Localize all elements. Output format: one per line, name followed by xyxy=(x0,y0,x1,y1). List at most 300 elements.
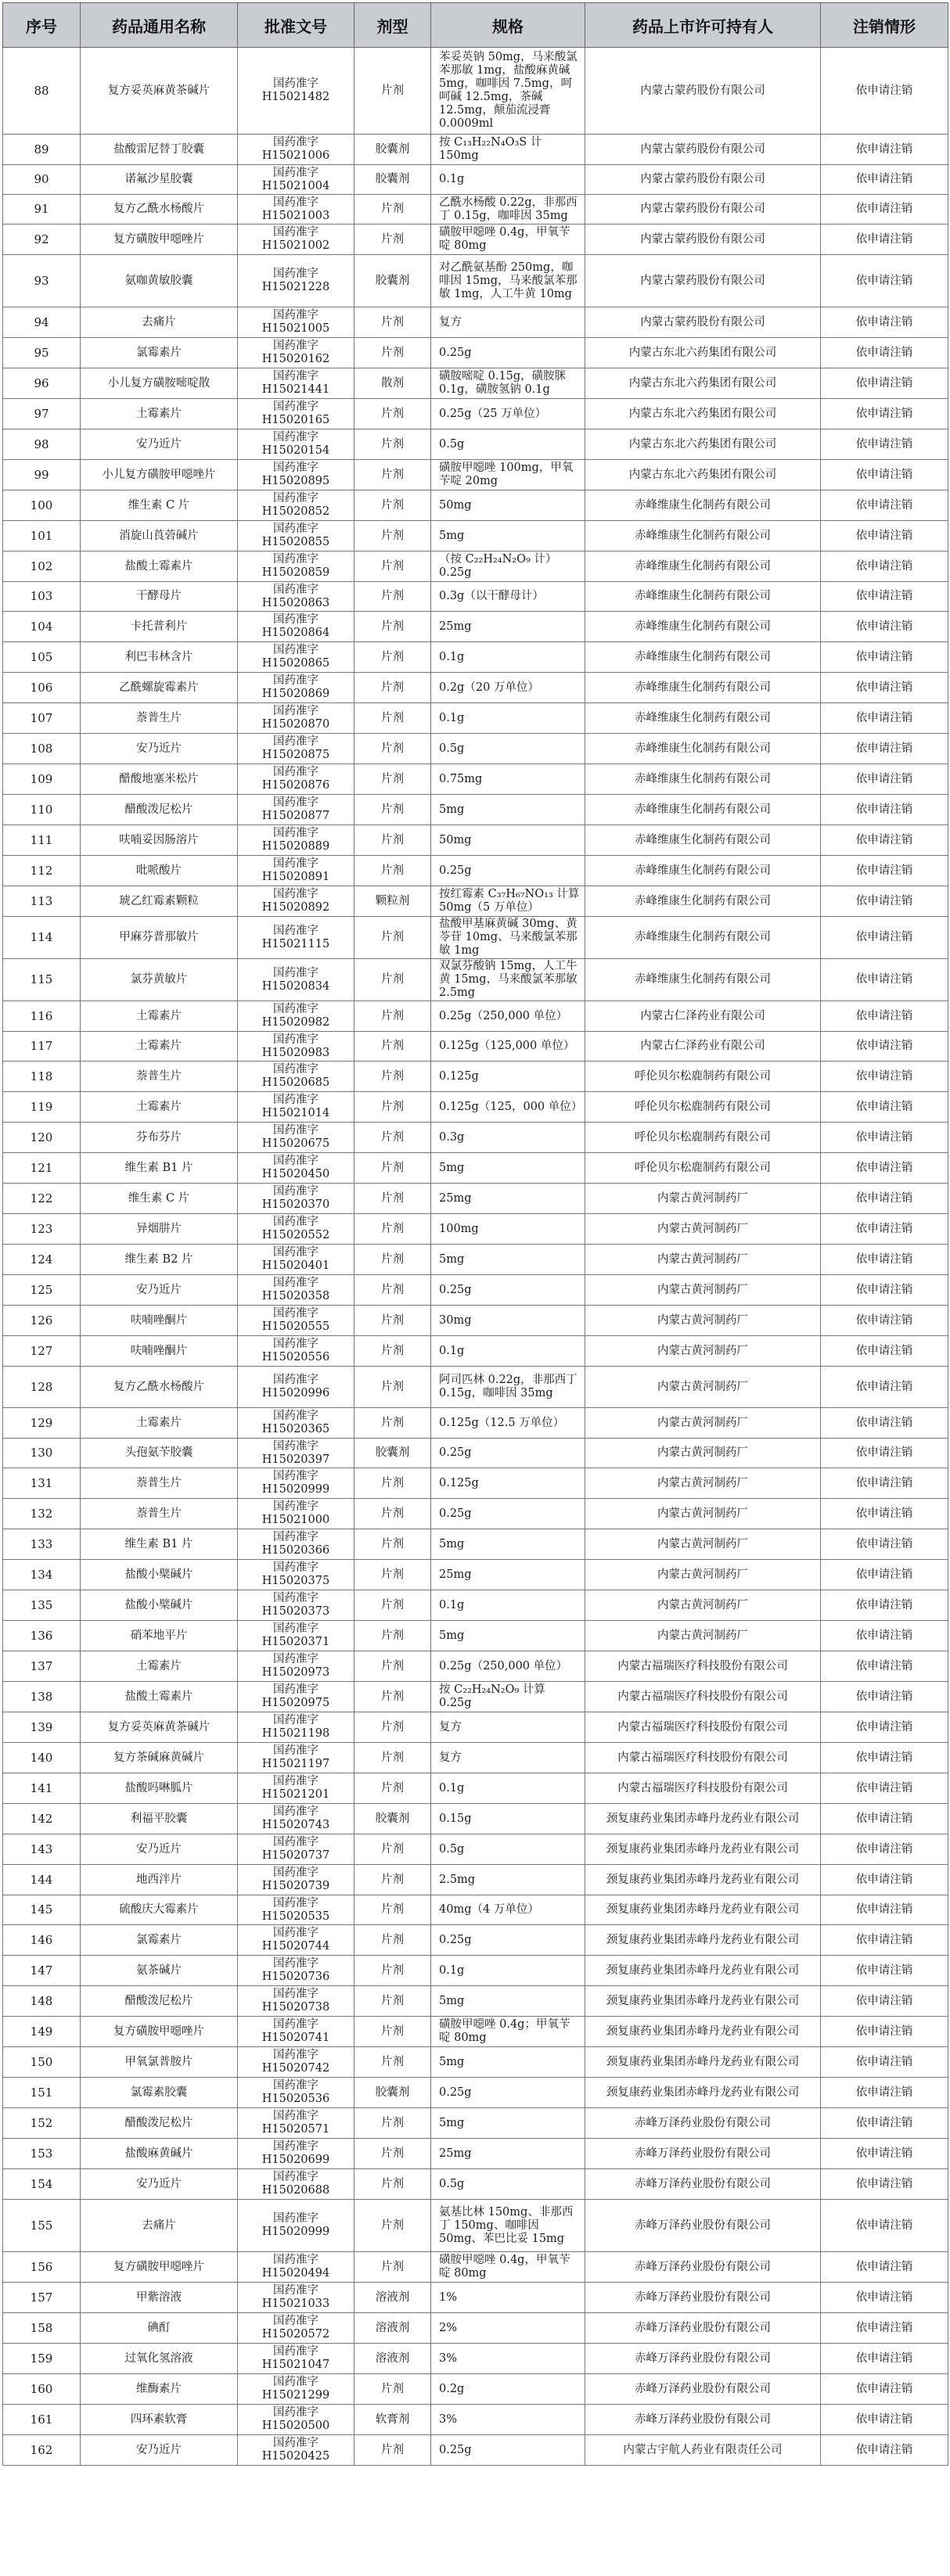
cell-dosage-form: 片剂 xyxy=(354,429,431,460)
table-row xyxy=(3,490,948,521)
cell-drug-name: 头孢氨苄胶囊 xyxy=(81,1439,238,1468)
cell-specification: 0.3g（以干酵母计） xyxy=(431,582,585,612)
cell-approval-number: 国药准字 H15021197 xyxy=(238,1743,354,1773)
cell-approval-number: 国药准字 H15021003 xyxy=(238,195,354,225)
cell-cancellation-reason: 依申请注销 xyxy=(821,165,948,195)
cell-drug-name: 维酶素片 xyxy=(81,2374,238,2405)
cell-seq: 104 xyxy=(3,612,81,642)
cell-license-holder: 赤峰维康生化制药有限公司 xyxy=(585,825,821,856)
cell-specification: 0.25g xyxy=(431,1275,585,1306)
cell-license-holder: 内蒙古蒙药股份有限公司 xyxy=(585,195,821,225)
cell-cancellation-reason: 依申请注销 xyxy=(821,429,948,460)
cell-cancellation-reason: 依申请注销 xyxy=(821,1408,948,1439)
cell-specification: 双氯芬酸钠 15mg，人工牛黄 15mg，马来酸氯苯那敏 2.5mg xyxy=(431,959,585,1001)
header-dosage-form: 剂型 xyxy=(354,3,431,48)
cell-approval-number: 国药准字 H15020737 xyxy=(238,1834,354,1865)
cell-license-holder: 内蒙古黄河制药厂 xyxy=(585,1439,821,1468)
cell-license-holder: 颈复康药业集团赤峰丹龙药业有限公司 xyxy=(585,1925,821,1956)
header-specification: 规格 xyxy=(431,3,585,48)
cell-drug-name: 安乃近片 xyxy=(81,2435,238,2466)
table-row xyxy=(3,1092,948,1123)
table-row xyxy=(3,1275,948,1306)
cell-cancellation-reason: 依申请注销 xyxy=(821,2405,948,2435)
cell-approval-number: 国药准字 H15020743 xyxy=(238,1804,354,1834)
cell-seq: 120 xyxy=(3,1123,81,1153)
cell-drug-name: 醋酸地塞米松片 xyxy=(81,764,238,795)
cell-cancellation-reason: 依申请注销 xyxy=(821,1925,948,1956)
cell-license-holder: 内蒙古宇航人药业有限责任公司 xyxy=(585,2435,821,2466)
cell-specification: 按 C₂₂H₂₄N₂O₉ 计算 0.25g xyxy=(431,1682,585,1712)
cell-drug-name: 乙酰螺旋霉素片 xyxy=(81,673,238,703)
table-row xyxy=(3,886,948,917)
table-row xyxy=(3,1245,948,1275)
table-row xyxy=(3,1336,948,1367)
cell-cancellation-reason: 依申请注销 xyxy=(821,1245,948,1275)
cell-specification: 磺胺甲噁唑 0.4g，甲氧苄啶 80mg xyxy=(431,2252,585,2283)
cell-seq: 161 xyxy=(3,2405,81,2435)
cell-drug-name: 卡托普利片 xyxy=(81,612,238,642)
cell-drug-name: 盐酸雷尼替丁胶囊 xyxy=(81,135,238,165)
cell-specification: 40mg（4 万单位） xyxy=(431,1895,585,1925)
cell-cancellation-reason: 依申请注销 xyxy=(821,673,948,703)
cell-specification: 磺胺嘧啶 0.15g，磺胺脒 0.1g，磺胺氢钠 0.1g xyxy=(431,368,585,399)
cell-seq: 130 xyxy=(3,1439,81,1468)
cell-dosage-form: 片剂 xyxy=(354,1367,431,1408)
cell-drug-name: 四环素软膏 xyxy=(81,2405,238,2435)
cell-cancellation-reason: 依申请注销 xyxy=(821,2435,948,2466)
cell-dosage-form: 片剂 xyxy=(354,582,431,612)
cell-approval-number: 国药准字 H15021441 xyxy=(238,368,354,399)
cell-license-holder: 内蒙古黄河制药厂 xyxy=(585,1590,821,1621)
cell-approval-number: 国药准字 H15020999 xyxy=(238,1468,354,1499)
cell-drug-name: 干酵母片 xyxy=(81,582,238,612)
table-row xyxy=(3,959,948,1001)
cell-approval-number: 国药准字 H15021014 xyxy=(238,1092,354,1123)
cell-approval-number: 国药准字 H15021047 xyxy=(238,2344,354,2374)
cell-approval-number: 国药准字 H15020889 xyxy=(238,825,354,856)
cell-dosage-form: 胶囊剂 xyxy=(354,255,431,307)
cell-license-holder: 内蒙古福瑞医疗科技股份有限公司 xyxy=(585,1682,821,1712)
cell-seq: 93 xyxy=(3,255,81,307)
cell-license-holder: 赤峰维康生化制药有限公司 xyxy=(585,612,821,642)
cell-dosage-form: 片剂 xyxy=(354,764,431,795)
cell-specification: 3% xyxy=(431,2405,585,2435)
cell-approval-number: 国药准字 H15020736 xyxy=(238,1956,354,1986)
cell-dosage-form: 片剂 xyxy=(354,1499,431,1529)
cell-specification: 复方 xyxy=(431,1712,585,1743)
cell-cancellation-reason: 依申请注销 xyxy=(821,917,948,959)
cell-drug-name: 盐酸吗啉胍片 xyxy=(81,1773,238,1804)
cell-seq: 133 xyxy=(3,1529,81,1560)
cell-drug-name: 利福平胶囊 xyxy=(81,1804,238,1834)
cell-license-holder: 内蒙古福瑞医疗科技股份有限公司 xyxy=(585,1651,821,1682)
cell-seq: 147 xyxy=(3,1956,81,1986)
cell-drug-name: 醋酸泼尼松片 xyxy=(81,795,238,825)
cell-drug-name: 去痛片 xyxy=(81,307,238,338)
cell-dosage-form: 片剂 xyxy=(354,642,431,673)
cell-cancellation-reason: 依申请注销 xyxy=(821,1986,948,2017)
cell-drug-name: 维生素 C 片 xyxy=(81,490,238,521)
cell-cancellation-reason: 依申请注销 xyxy=(821,135,948,165)
cell-cancellation-reason: 依申请注销 xyxy=(821,1062,948,1092)
cell-seq: 152 xyxy=(3,2108,81,2139)
table-row xyxy=(3,2374,948,2405)
cell-license-holder: 内蒙古蒙药股份有限公司 xyxy=(585,165,821,195)
cell-dosage-form: 片剂 xyxy=(354,1712,431,1743)
cell-dosage-form: 片剂 xyxy=(354,917,431,959)
cell-approval-number: 国药准字 H15020366 xyxy=(238,1529,354,1560)
cell-seq: 96 xyxy=(3,368,81,399)
cell-dosage-form: 片剂 xyxy=(354,1834,431,1865)
table-row xyxy=(3,2139,948,2169)
cell-approval-number: 国药准字 H15020742 xyxy=(238,2047,354,2078)
cell-cancellation-reason: 依申请注销 xyxy=(821,703,948,734)
cell-drug-name: 呋喃妥因肠溶片 xyxy=(81,825,238,856)
cell-approval-number: 国药准字 H15020688 xyxy=(238,2169,354,2200)
cell-license-holder: 内蒙古黄河制药厂 xyxy=(585,1184,821,1214)
cell-license-holder: 内蒙古黄河制药厂 xyxy=(585,1499,821,1529)
cell-cancellation-reason: 依申请注销 xyxy=(821,225,948,255)
cell-drug-name: 吡哌酸片 xyxy=(81,856,238,886)
cell-seq: 142 xyxy=(3,1804,81,1834)
cell-dosage-form: 片剂 xyxy=(354,825,431,856)
table-row xyxy=(3,2047,948,2078)
cell-cancellation-reason: 依申请注销 xyxy=(821,612,948,642)
cell-specification: 25mg xyxy=(431,612,585,642)
cell-specification: 0.25g（250,000 单位） xyxy=(431,1001,585,1032)
cell-specification: （按 C₂₂H₂₄N₂O₉ 计）0.25g xyxy=(431,551,585,582)
cell-drug-name: 盐酸小檗碱片 xyxy=(81,1590,238,1621)
cell-approval-number: 国药准字 H15020869 xyxy=(238,673,354,703)
cell-specification: 0.1g xyxy=(431,1773,585,1804)
cell-specification: 0.125g xyxy=(431,1468,585,1499)
cell-license-holder: 赤峰维康生化制药有限公司 xyxy=(585,703,821,734)
cell-cancellation-reason: 依申请注销 xyxy=(821,1865,948,1895)
cell-specification: 0.125g xyxy=(431,1062,585,1092)
table-row xyxy=(3,764,948,795)
cell-seq: 140 xyxy=(3,1743,81,1773)
cell-dosage-form: 片剂 xyxy=(354,1986,431,2017)
cell-seq: 144 xyxy=(3,1865,81,1895)
cell-license-holder: 内蒙古东北六药集团有限公司 xyxy=(585,429,821,460)
cell-dosage-form: 片剂 xyxy=(354,2139,431,2169)
cell-drug-name: 碘酊 xyxy=(81,2313,238,2344)
cell-seq: 125 xyxy=(3,1275,81,1306)
cell-dosage-form: 片剂 xyxy=(354,1925,431,1956)
table-row xyxy=(3,1865,948,1895)
table-row xyxy=(3,612,948,642)
cell-license-holder: 颈复康药业集团赤峰丹龙药业有限公司 xyxy=(585,2017,821,2047)
cell-seq: 92 xyxy=(3,225,81,255)
cell-license-holder: 内蒙古东北六药集团有限公司 xyxy=(585,338,821,368)
cell-license-holder: 呼伦贝尔松鹿制药有限公司 xyxy=(585,1062,821,1092)
cell-specification: 1% xyxy=(431,2283,585,2313)
cell-drug-name: 氯霉素片 xyxy=(81,338,238,368)
cell-cancellation-reason: 依申请注销 xyxy=(821,2169,948,2200)
cell-seq: 90 xyxy=(3,165,81,195)
cell-license-holder: 内蒙古东北六药集团有限公司 xyxy=(585,460,821,490)
cell-drug-name: 萘普生片 xyxy=(81,703,238,734)
cell-drug-name: 过氧化氢溶液 xyxy=(81,2344,238,2374)
cell-cancellation-reason: 依申请注销 xyxy=(821,1439,948,1468)
cell-license-holder: 内蒙古黄河制药厂 xyxy=(585,1306,821,1336)
cell-seq: 95 xyxy=(3,338,81,368)
cell-license-holder: 内蒙古蒙药股份有限公司 xyxy=(585,255,821,307)
cell-approval-number: 国药准字 H15020552 xyxy=(238,1214,354,1245)
cell-drug-name: 安乃近片 xyxy=(81,734,238,764)
cell-approval-number: 国药准字 H15021482 xyxy=(238,48,354,135)
cell-seq: 149 xyxy=(3,2017,81,2047)
cell-cancellation-reason: 依申请注销 xyxy=(821,1560,948,1590)
table-row xyxy=(3,1062,948,1092)
cell-dosage-form: 胶囊剂 xyxy=(354,165,431,195)
cell-dosage-form: 片剂 xyxy=(354,1214,431,1245)
cell-specification: 0.5g xyxy=(431,1834,585,1865)
cell-dosage-form: 胶囊剂 xyxy=(354,135,431,165)
cell-seq: 88 xyxy=(3,48,81,135)
cell-approval-number: 国药准字 H15021005 xyxy=(238,307,354,338)
cell-drug-name: 小儿复方磺胺嘧啶散 xyxy=(81,368,238,399)
cell-specification: 100mg xyxy=(431,1214,585,1245)
cell-license-holder: 赤峰维康生化制药有限公司 xyxy=(585,764,821,795)
cell-cancellation-reason: 依申请注销 xyxy=(821,1001,948,1032)
cell-seq: 100 xyxy=(3,490,81,521)
cell-specification: 0.1g xyxy=(431,1590,585,1621)
cell-dosage-form: 片剂 xyxy=(354,1590,431,1621)
cell-cancellation-reason: 依申请注销 xyxy=(821,1529,948,1560)
table-row xyxy=(3,307,948,338)
cell-drug-name: 小儿复方磺胺甲噁唑片 xyxy=(81,460,238,490)
cell-cancellation-reason: 依申请注销 xyxy=(821,1895,948,1925)
cell-cancellation-reason: 依申请注销 xyxy=(821,1712,948,1743)
cell-license-holder: 赤峰万泽药业股份有限公司 xyxy=(585,2344,821,2374)
cell-dosage-form: 片剂 xyxy=(354,490,431,521)
cell-approval-number: 国药准字 H15020365 xyxy=(238,1408,354,1439)
cell-cancellation-reason: 依申请注销 xyxy=(821,551,948,582)
cell-drug-name: 盐酸小檗碱片 xyxy=(81,1560,238,1590)
cell-drug-name: 硫酸庆大霉素片 xyxy=(81,1895,238,1925)
cell-dosage-form: 片剂 xyxy=(354,1336,431,1367)
cell-specification: 0.5g xyxy=(431,429,585,460)
cell-dosage-form: 片剂 xyxy=(354,2017,431,2047)
cell-cancellation-reason: 依申请注销 xyxy=(821,1306,948,1336)
cell-specification: 5mg xyxy=(431,2047,585,2078)
cell-specification: 5mg xyxy=(431,795,585,825)
cell-specification: 5mg xyxy=(431,1245,585,1275)
cell-specification: 复方 xyxy=(431,1743,585,1773)
cell-drug-name: 氯霉素片 xyxy=(81,1925,238,1956)
cell-dosage-form: 片剂 xyxy=(354,1184,431,1214)
cell-seq: 89 xyxy=(3,135,81,165)
cell-approval-number: 国药准字 H15021006 xyxy=(238,135,354,165)
cell-seq: 119 xyxy=(3,1092,81,1123)
cell-seq: 124 xyxy=(3,1245,81,1275)
table-row xyxy=(3,2405,948,2435)
cell-drug-name: 复方磺胺甲噁唑片 xyxy=(81,2252,238,2283)
cell-approval-number: 国药准字 H15021115 xyxy=(238,917,354,959)
cell-drug-name: 利巴韦林含片 xyxy=(81,642,238,673)
cell-specification: 对乙酰氨基酚 250mg，咖啡因 15mg，马来酸氯苯那敏 1mg，人工牛黄 10mg xyxy=(431,255,585,307)
cell-dosage-form: 片剂 xyxy=(354,1123,431,1153)
cell-approval-number: 国药准字 H15020999 xyxy=(238,2200,354,2252)
table-row xyxy=(3,1529,948,1560)
cell-approval-number: 国药准字 H15020685 xyxy=(238,1062,354,1092)
cell-cancellation-reason: 依申请注销 xyxy=(821,764,948,795)
table-row xyxy=(3,1153,948,1184)
table-row xyxy=(3,2435,948,2466)
cell-license-holder: 内蒙古蒙药股份有限公司 xyxy=(585,48,821,135)
cell-cancellation-reason: 依申请注销 xyxy=(821,642,948,673)
cell-approval-number: 国药准字 H15020675 xyxy=(238,1123,354,1153)
cell-license-holder: 内蒙古黄河制药厂 xyxy=(585,1560,821,1590)
cell-seq: 116 xyxy=(3,1001,81,1032)
cell-cancellation-reason: 依申请注销 xyxy=(821,2047,948,2078)
cell-license-holder: 赤峰维康生化制药有限公司 xyxy=(585,917,821,959)
cell-cancellation-reason: 依申请注销 xyxy=(821,1153,948,1184)
cell-approval-number: 国药准字 H15020864 xyxy=(238,612,354,642)
cell-dosage-form: 片剂 xyxy=(354,795,431,825)
cell-drug-name: 复方乙酰水杨酸片 xyxy=(81,1367,238,1408)
cell-drug-name: 消旋山莨菪碱片 xyxy=(81,521,238,551)
cell-dosage-form: 片剂 xyxy=(354,1153,431,1184)
cell-approval-number: 国药准字 H15021228 xyxy=(238,255,354,307)
cell-seq: 135 xyxy=(3,1590,81,1621)
cell-license-holder: 赤峰万泽药业股份有限公司 xyxy=(585,2252,821,2283)
cell-cancellation-reason: 依申请注销 xyxy=(821,1123,948,1153)
cell-dosage-form: 片剂 xyxy=(354,399,431,429)
table-row xyxy=(3,1408,948,1439)
cell-drug-name: 盐酸土霉素片 xyxy=(81,1682,238,1712)
cell-cancellation-reason: 依申请注销 xyxy=(821,1092,948,1123)
cell-approval-number: 国药准字 H15021198 xyxy=(238,1712,354,1743)
table-row xyxy=(3,1123,948,1153)
cell-dosage-form: 片剂 xyxy=(354,1651,431,1682)
cell-specification: 25mg xyxy=(431,1560,585,1590)
cell-cancellation-reason: 依申请注销 xyxy=(821,1590,948,1621)
cell-drug-name: 诺氟沙星胶囊 xyxy=(81,165,238,195)
cell-specification: 0.125g（12.5 万单位） xyxy=(431,1408,585,1439)
cell-dosage-form: 片剂 xyxy=(354,1529,431,1560)
cell-approval-number: 国药准字 H15020572 xyxy=(238,2313,354,2344)
cell-specification: 5mg xyxy=(431,1529,585,1560)
cell-cancellation-reason: 依申请注销 xyxy=(821,2078,948,2108)
cell-drug-name: 醋酸泼尼松片 xyxy=(81,2108,238,2139)
table-row xyxy=(3,582,948,612)
cell-seq: 112 xyxy=(3,856,81,886)
cell-specification: 复方 xyxy=(431,307,585,338)
cell-license-holder: 内蒙古福瑞医疗科技股份有限公司 xyxy=(585,1743,821,1773)
cell-license-holder: 内蒙古黄河制药厂 xyxy=(585,1275,821,1306)
cell-drug-name: 氨茶碱片 xyxy=(81,1956,238,1986)
cell-dosage-form: 溶液剂 xyxy=(354,2313,431,2344)
cell-dosage-form: 片剂 xyxy=(354,48,431,135)
cell-specification: 0.1g xyxy=(431,703,585,734)
table-row xyxy=(3,135,948,165)
cell-license-holder: 赤峰维康生化制药有限公司 xyxy=(585,521,821,551)
cell-seq: 113 xyxy=(3,886,81,917)
cell-dosage-form: 片剂 xyxy=(354,734,431,764)
table-row xyxy=(3,642,948,673)
cell-approval-number: 国药准字 H15020834 xyxy=(238,959,354,1001)
cell-cancellation-reason: 依申请注销 xyxy=(821,1275,948,1306)
cell-seq: 146 xyxy=(3,1925,81,1956)
cell-drug-name: 异烟肼片 xyxy=(81,1214,238,1245)
cell-cancellation-reason: 依申请注销 xyxy=(821,1468,948,1499)
cell-cancellation-reason: 依申请注销 xyxy=(821,1499,948,1529)
cell-specification: 5mg xyxy=(431,2108,585,2139)
cell-drug-name: 氯霉素胶囊 xyxy=(81,2078,238,2108)
cell-seq: 157 xyxy=(3,2283,81,2313)
cell-dosage-form: 片剂 xyxy=(354,2374,431,2405)
cell-dosage-form: 片剂 xyxy=(354,673,431,703)
cell-dosage-form: 片剂 xyxy=(354,1956,431,1986)
cell-dosage-form: 片剂 xyxy=(354,1245,431,1275)
header-approval-number: 批准文号 xyxy=(238,3,354,48)
cell-license-holder: 内蒙古蒙药股份有限公司 xyxy=(585,135,821,165)
cell-seq: 134 xyxy=(3,1560,81,1590)
cell-approval-number: 国药准字 H15020500 xyxy=(238,2405,354,2435)
cell-cancellation-reason: 依申请注销 xyxy=(821,1651,948,1682)
cell-drug-name: 硝苯地平片 xyxy=(81,1621,238,1651)
table-row xyxy=(3,703,948,734)
cell-approval-number: 国药准字 H15021201 xyxy=(238,1773,354,1804)
cell-seq: 105 xyxy=(3,642,81,673)
cell-dosage-form: 片剂 xyxy=(354,1408,431,1439)
cell-approval-number: 国药准字 H15020875 xyxy=(238,734,354,764)
cell-specification: 0.25g xyxy=(431,1499,585,1529)
cell-seq: 114 xyxy=(3,917,81,959)
cell-seq: 123 xyxy=(3,1214,81,1245)
table-row xyxy=(3,856,948,886)
cell-approval-number: 国药准字 H15020859 xyxy=(238,551,354,582)
cell-license-holder: 颈复康药业集团赤峰丹龙药业有限公司 xyxy=(585,1956,821,1986)
cell-drug-name: 安乃近片 xyxy=(81,429,238,460)
cell-drug-name: 维生素 B2 片 xyxy=(81,1245,238,1275)
cell-dosage-form: 片剂 xyxy=(354,1743,431,1773)
cell-license-holder: 赤峰万泽药业股份有限公司 xyxy=(585,2313,821,2344)
cell-dosage-form: 片剂 xyxy=(354,856,431,886)
cell-specification: 3% xyxy=(431,2344,585,2374)
cell-license-holder: 赤峰维康生化制药有限公司 xyxy=(585,673,821,703)
cell-license-holder: 赤峰万泽药业股份有限公司 xyxy=(585,2374,821,2405)
cell-license-holder: 呼伦贝尔松鹿制药有限公司 xyxy=(585,1153,821,1184)
cell-dosage-form: 片剂 xyxy=(354,460,431,490)
cell-drug-name: 土霉素片 xyxy=(81,1001,238,1032)
cell-seq: 141 xyxy=(3,1773,81,1804)
cell-specification: 磺胺甲噁唑 100mg，甲氧苄啶 20mg xyxy=(431,460,585,490)
cell-dosage-form: 片剂 xyxy=(354,225,431,255)
cell-cancellation-reason: 依申请注销 xyxy=(821,1184,948,1214)
cell-approval-number: 国药准字 H15020996 xyxy=(238,1367,354,1408)
cell-dosage-form: 溶液剂 xyxy=(354,2283,431,2313)
cell-drug-name: 复方妥英麻黄茶碱片 xyxy=(81,1712,238,1743)
cell-approval-number: 国药准字 H15020154 xyxy=(238,429,354,460)
cell-approval-number: 国药准字 H15020895 xyxy=(238,460,354,490)
cell-cancellation-reason: 依申请注销 xyxy=(821,2252,948,2283)
table-row xyxy=(3,1986,948,2017)
table-row xyxy=(3,255,948,307)
cell-drug-name: 甲紫溶液 xyxy=(81,2283,238,2313)
cell-specification: 0.2g（20 万单位） xyxy=(431,673,585,703)
table-row xyxy=(3,2283,948,2313)
cell-dosage-form: 胶囊剂 xyxy=(354,1804,431,1834)
cell-seq: 98 xyxy=(3,429,81,460)
cell-license-holder: 赤峰维康生化制药有限公司 xyxy=(585,551,821,582)
cell-seq: 108 xyxy=(3,734,81,764)
cell-approval-number: 国药准字 H15020982 xyxy=(238,1001,354,1032)
cell-seq: 154 xyxy=(3,2169,81,2200)
table-row xyxy=(3,1001,948,1032)
